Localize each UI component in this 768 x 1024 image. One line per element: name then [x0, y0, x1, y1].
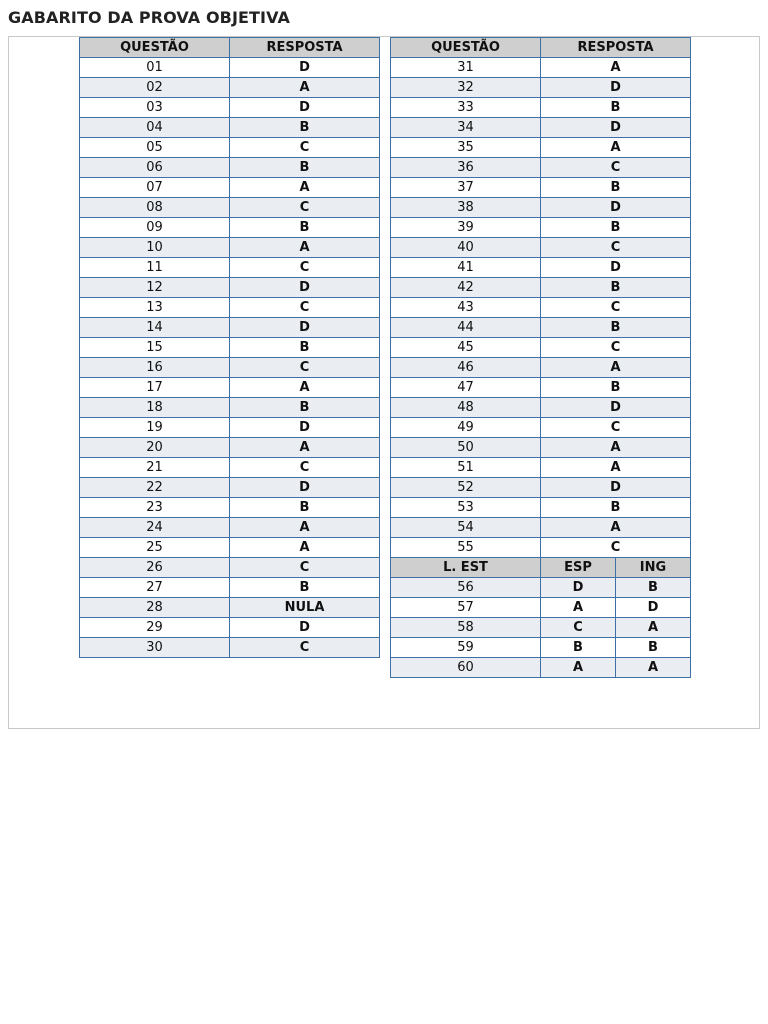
- question-number: 08: [80, 198, 230, 218]
- table-row: [391, 398, 691, 418]
- table-row: [391, 78, 691, 98]
- answer-letter: B: [541, 318, 691, 338]
- question-number: 57: [391, 598, 541, 618]
- question-number: 14: [80, 318, 230, 338]
- question-number: 09: [80, 218, 230, 238]
- table-row: [80, 518, 380, 538]
- table-row: [80, 638, 380, 658]
- answer-letter: B: [541, 278, 691, 298]
- question-number: 01: [80, 58, 230, 78]
- answer-letter: C: [230, 258, 380, 278]
- question-number: 10: [80, 238, 230, 258]
- question-number: 56: [391, 578, 541, 598]
- table-row: [391, 198, 691, 218]
- answer-esp: C: [541, 618, 616, 638]
- question-number: 15: [80, 338, 230, 358]
- table-row: [80, 298, 380, 318]
- question-number: 55: [391, 538, 541, 558]
- answer-letter: A: [230, 438, 380, 458]
- question-number: 39: [391, 218, 541, 238]
- table-row: [391, 458, 691, 478]
- question-number: 58: [391, 618, 541, 638]
- question-number: 31: [391, 58, 541, 78]
- question-number: 03: [80, 98, 230, 118]
- question-number: 06: [80, 158, 230, 178]
- table-row: [80, 378, 380, 398]
- table-row: [391, 418, 691, 438]
- question-number: 11: [80, 258, 230, 278]
- table-row: [80, 418, 380, 438]
- question-number: 35: [391, 138, 541, 158]
- answer-letter: D: [230, 478, 380, 498]
- table-row: [391, 478, 691, 498]
- table-row: [391, 118, 691, 138]
- question-number: 23: [80, 498, 230, 518]
- answer-letter: A: [230, 538, 380, 558]
- table-row: [391, 58, 691, 78]
- answer-table-left-body: [80, 58, 380, 658]
- answer-letter: D: [541, 258, 691, 278]
- answer-ing: D: [616, 598, 691, 618]
- question-number: 13: [80, 298, 230, 318]
- answer-letter: A: [541, 438, 691, 458]
- question-number: 12: [80, 278, 230, 298]
- answer-letter: B: [541, 498, 691, 518]
- header-questao: QUESTÃO: [80, 38, 230, 58]
- question-number: 36: [391, 158, 541, 178]
- table-row: [391, 658, 691, 678]
- answer-letter: A: [541, 518, 691, 538]
- answer-letter: A: [230, 78, 380, 98]
- question-number: 48: [391, 398, 541, 418]
- answer-letter: C: [541, 158, 691, 178]
- question-number: 02: [80, 78, 230, 98]
- table-row: [80, 98, 380, 118]
- table-header-row: [391, 38, 691, 58]
- table-row: [391, 578, 691, 598]
- answer-ing: A: [616, 658, 691, 678]
- table-row: [80, 558, 380, 578]
- table-row: [80, 58, 380, 78]
- question-number: 60: [391, 658, 541, 678]
- table-row: [391, 638, 691, 658]
- table-row: [391, 238, 691, 258]
- answer-letter: NULA: [230, 598, 380, 618]
- question-number: 05: [80, 138, 230, 158]
- answer-letter: A: [230, 518, 380, 538]
- answer-letter: B: [230, 338, 380, 358]
- question-number: 43: [391, 298, 541, 318]
- question-number: 25: [80, 538, 230, 558]
- question-number: 45: [391, 338, 541, 358]
- table-row: [391, 158, 691, 178]
- table-row: [391, 358, 691, 378]
- question-number: 04: [80, 118, 230, 138]
- question-number: 46: [391, 358, 541, 378]
- answer-letter: C: [230, 358, 380, 378]
- table-row: [80, 478, 380, 498]
- answer-letter: D: [541, 198, 691, 218]
- table-row: [391, 498, 691, 518]
- table-row: [80, 438, 380, 458]
- question-number: 50: [391, 438, 541, 458]
- question-number: 34: [391, 118, 541, 138]
- answer-letter: A: [541, 458, 691, 478]
- answer-letter: D: [230, 418, 380, 438]
- question-number: 17: [80, 378, 230, 398]
- table-row: [80, 318, 380, 338]
- question-number: 19: [80, 418, 230, 438]
- answer-ing: B: [616, 578, 691, 598]
- answer-letter: B: [230, 118, 380, 138]
- table-row: [391, 538, 691, 558]
- language-header-row: [391, 558, 691, 578]
- table-row: [80, 78, 380, 98]
- table-row: [80, 538, 380, 558]
- answer-letter: A: [230, 238, 380, 258]
- answer-letter: D: [541, 478, 691, 498]
- table-row: [391, 518, 691, 538]
- question-number: 32: [391, 78, 541, 98]
- answer-letter: D: [541, 118, 691, 138]
- table-row: [80, 338, 380, 358]
- table-row: [391, 278, 691, 298]
- question-number: 21: [80, 458, 230, 478]
- answer-letter: B: [230, 398, 380, 418]
- header-lest: L. EST: [391, 558, 541, 578]
- question-number: 26: [80, 558, 230, 578]
- table-row: [391, 378, 691, 398]
- question-number: 33: [391, 98, 541, 118]
- answer-table-right: [390, 37, 691, 678]
- header-esp: ESP: [541, 558, 616, 578]
- answer-letter: B: [230, 218, 380, 238]
- answer-letter: C: [541, 238, 691, 258]
- question-number: 47: [391, 378, 541, 398]
- header-ing: ING: [616, 558, 691, 578]
- question-number: 59: [391, 638, 541, 658]
- answer-letter: C: [230, 138, 380, 158]
- table-header-row: [80, 38, 380, 58]
- answer-letter: C: [541, 298, 691, 318]
- answer-letter: C: [230, 458, 380, 478]
- question-number: 51: [391, 458, 541, 478]
- table-row: [80, 198, 380, 218]
- answer-esp: A: [541, 658, 616, 678]
- answer-letter: A: [230, 178, 380, 198]
- answer-letter: D: [230, 618, 380, 638]
- table-row: [80, 238, 380, 258]
- question-number: 49: [391, 418, 541, 438]
- answer-letter: C: [541, 538, 691, 558]
- question-number: 18: [80, 398, 230, 418]
- question-number: 24: [80, 518, 230, 538]
- answer-ing: A: [616, 618, 691, 638]
- table-row: [80, 618, 380, 638]
- table-row: [80, 458, 380, 478]
- question-number: 20: [80, 438, 230, 458]
- table-row: [391, 338, 691, 358]
- answer-letter: C: [230, 558, 380, 578]
- table-row: [80, 578, 380, 598]
- table-row: [80, 138, 380, 158]
- answer-esp: A: [541, 598, 616, 618]
- question-number: 27: [80, 578, 230, 598]
- answer-letter: D: [541, 78, 691, 98]
- answer-letter: A: [541, 138, 691, 158]
- answer-letter: A: [541, 358, 691, 378]
- question-number: 07: [80, 178, 230, 198]
- table-row: [391, 618, 691, 638]
- question-number: 30: [80, 638, 230, 658]
- page-title: GABARITO DA PROVA OBJETIVA: [8, 8, 290, 27]
- table-row: [80, 118, 380, 138]
- table-row: [80, 598, 380, 618]
- table-row: [80, 218, 380, 238]
- table-row: [391, 598, 691, 618]
- answer-letter: B: [230, 578, 380, 598]
- question-number: 53: [391, 498, 541, 518]
- question-number: 54: [391, 518, 541, 538]
- question-number: 44: [391, 318, 541, 338]
- table-row: [391, 138, 691, 158]
- question-number: 28: [80, 598, 230, 618]
- table-row: [80, 278, 380, 298]
- answer-letter: B: [230, 498, 380, 518]
- answer-letter: B: [541, 378, 691, 398]
- table-row: [80, 158, 380, 178]
- answer-letter: D: [230, 98, 380, 118]
- question-number: 37: [391, 178, 541, 198]
- answer-letter: B: [541, 98, 691, 118]
- answer-table-left: [79, 37, 380, 658]
- answer-letter: D: [230, 318, 380, 338]
- header-resposta: RESPOSTA: [541, 38, 691, 58]
- table-row: [391, 438, 691, 458]
- answer-esp: B: [541, 638, 616, 658]
- answer-letter: B: [541, 218, 691, 238]
- answer-table-right-body: [391, 58, 691, 678]
- table-row: [391, 318, 691, 338]
- answer-letter: C: [230, 638, 380, 658]
- answer-letter: C: [541, 418, 691, 438]
- header-resposta: RESPOSTA: [230, 38, 380, 58]
- question-number: 40: [391, 238, 541, 258]
- answer-esp: D: [541, 578, 616, 598]
- answer-ing: B: [616, 638, 691, 658]
- table-row: [80, 358, 380, 378]
- header-questao: QUESTÃO: [391, 38, 541, 58]
- answer-letter: C: [541, 338, 691, 358]
- answer-letter: A: [541, 58, 691, 78]
- question-number: 41: [391, 258, 541, 278]
- answer-letter: D: [230, 278, 380, 298]
- answer-letter: D: [541, 398, 691, 418]
- table-row: [391, 298, 691, 318]
- answer-letter: B: [541, 178, 691, 198]
- answer-letter: C: [230, 198, 380, 218]
- question-number: 16: [80, 358, 230, 378]
- table-row: [80, 258, 380, 278]
- question-number: 22: [80, 478, 230, 498]
- table-row: [391, 218, 691, 238]
- answer-letter: C: [230, 298, 380, 318]
- question-number: 29: [80, 618, 230, 638]
- answer-letter: A: [230, 378, 380, 398]
- table-row: [80, 398, 380, 418]
- question-number: 52: [391, 478, 541, 498]
- table-row: [391, 178, 691, 198]
- answer-letter: B: [230, 158, 380, 178]
- table-row: [80, 498, 380, 518]
- table-row: [80, 178, 380, 198]
- question-number: 42: [391, 278, 541, 298]
- table-row: [391, 258, 691, 278]
- answer-letter: D: [230, 58, 380, 78]
- table-row: [391, 98, 691, 118]
- question-number: 38: [391, 198, 541, 218]
